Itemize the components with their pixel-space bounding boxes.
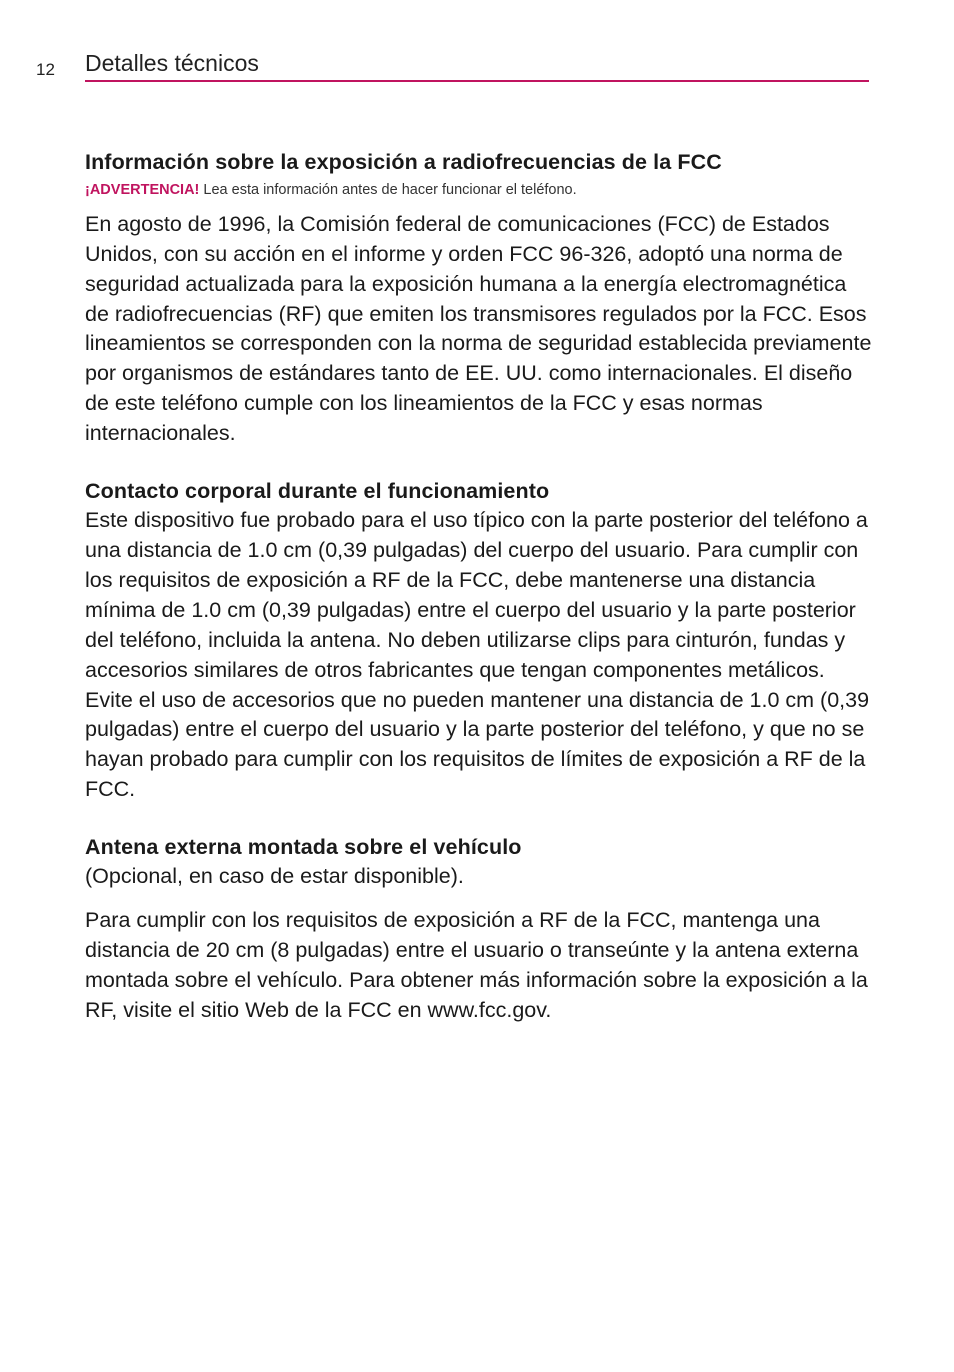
body-paragraph: En agosto de 1996, la Comisión federal de comunicaciones (FCC) de Estados Unidos, con su acción en el informe y orden FCC 96-326, adoptó una norma de seguridad actualizada para la exposición humana a la energía electromagnética de radiofrecuencias (RF) que emiten los transmisores regulados por la FCC. Esos lineamientos se corresponden con la norma de seguridad establecida previamente por organismos de estándares tanto de EE. UU. como internacionales. El diseño de este teléfono cumple con los lineamientos de la FCC y esas normas internacionales. [85,211,872,446]
warning-text: Lea esta información antes de hacer funcionar el teléfono. [199,182,577,199]
section-external-antenna [85,833,875,1026]
body-paragraph: (Opcional, en caso de estar disponible). [85,864,464,889]
section-title: Detalles técnicos [85,50,259,76]
section-heading: Antena externa montada sobre el vehículo [85,835,522,860]
page-header [0,0,954,90]
warning-note [85,181,875,200]
section-fcc-rf-exposure [85,148,875,449]
page-content [85,148,875,1026]
header-divider [85,80,869,82]
section-heading: Información sobre la exposición a radiofrecuencias de la FCC [85,150,722,174]
body-paragraph: Este dispositivo fue probado para el uso típico con la parte posterior del teléfono a una distancia de 1.0 cm (0,39 pulgadas) del cuerpo del usuario. Para cumplir con los requisitos de exposición a RF de la FCC, debe mantenerse una distancia mínima de 1.0 cm (0,39 pulgadas) entre el cuerpo del usuario y la parte posterior del teléfono, incluida la antena. No deben utilizarse clips para cinturón, fundas y accesorios similares de otros fabricantes que tengan componentes metálicos. Evite el uso de accesorios que no pueden mantener una distancia de 1.0 cm (0,39 pulgadas) entre el cuerpo del usuario y la parte posterior del teléfono, y que no se hayan probado para cumplir con los requisitos de límites de exposición a RF de la FCC. [85,508,870,802]
body-paragraph: Para cumplir con los requisitos de exposición a RF de la FCC, mantenga una distancia de 20 cm (8 pulgadas) entre el usuario o transeúnte y la antena externa montada sobre el vehículo. Para obtener más información sobre la exposición a la RF, visite el sitio Web de la FCC en www.fcc.gov. [85,908,868,1022]
warning-label: ¡ADVERTENCIA! [85,182,200,199]
page-number: 12 [36,60,55,79]
section-heading: Contacto corporal durante el funcionamiento [85,479,550,504]
section-body-contact [85,477,875,805]
